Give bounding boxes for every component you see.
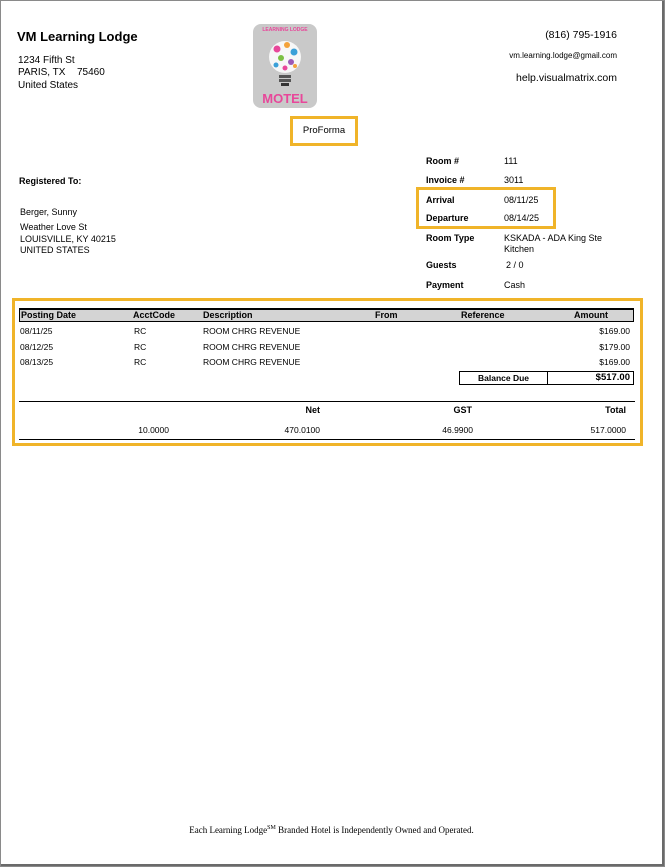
- col-description: Description: [203, 310, 253, 320]
- departure-date: 08/14/25: [504, 213, 540, 223]
- footer-disclaimer: [1, 825, 662, 835]
- table-row-code: RC: [134, 326, 147, 336]
- lightbulb-icon: [265, 35, 305, 91]
- room-type-label: Room Type: [426, 233, 475, 243]
- room-number-label: Room #: [426, 156, 460, 166]
- table-row-date: 08/12/25: [20, 342, 54, 352]
- guest-name: Berger, Sunny: [20, 207, 78, 217]
- summary-quantity: 10.0000: [138, 425, 169, 435]
- hotel-logo: [253, 24, 317, 108]
- hotel-city-state: PARIS, TX: [18, 67, 66, 78]
- table-header: [19, 308, 634, 322]
- table-row-code: RC: [134, 342, 147, 352]
- footer-text-post: Branded Hotel is Independently Owned and Operated.: [275, 825, 474, 835]
- balance-due-amount: $517.00: [595, 372, 630, 383]
- hotel-website: help.visualmatrix.com: [516, 72, 617, 84]
- table-row-amount: $169.00: [599, 357, 630, 367]
- room-type-cont: Kitchen: [504, 244, 535, 254]
- guest-street: Weather Love St: [20, 222, 87, 232]
- net-label: Net: [305, 405, 320, 415]
- table-row-amount: $179.00: [599, 342, 630, 352]
- document-type: ProForma: [302, 125, 346, 136]
- payment-method: Cash: [504, 280, 526, 290]
- hotel-country: United States: [18, 80, 79, 91]
- arrival-date: 08/11/25: [504, 195, 539, 205]
- table-row-date: 08/11/25: [20, 326, 53, 336]
- hotel-zip: 75460: [77, 67, 105, 78]
- room-number: 111: [504, 156, 518, 166]
- guest-country: UNITED STATES: [20, 245, 90, 255]
- col-posting-date: Posting Date: [21, 310, 77, 320]
- invoice-number-label: Invoice #: [426, 175, 465, 185]
- departure-label: Departure: [426, 213, 469, 223]
- invoice-number: 3011: [504, 175, 524, 185]
- service-mark: SM: [267, 825, 276, 831]
- hotel-name: VM Learning Lodge: [17, 29, 138, 44]
- col-from: From: [375, 310, 398, 320]
- hotel-phone: (816) 795-1916: [545, 29, 617, 41]
- payment-label: Payment: [426, 280, 464, 290]
- summary-gst: 46.9900: [442, 425, 473, 435]
- footer-text-pre: Each Learning Lodge: [189, 825, 268, 835]
- summary-total: 517.0000: [590, 425, 626, 435]
- registered-to-label: Registered To:: [19, 176, 82, 186]
- hotel-email: vm.learning.lodge@gmail.com: [509, 51, 617, 60]
- summary-divider-top: [19, 401, 635, 402]
- total-label: Total: [605, 405, 626, 415]
- summary-net: 470.0100: [284, 425, 320, 435]
- table-row-amount: $169.00: [599, 326, 630, 336]
- room-type: KSKADA - ADA King Ste: [504, 233, 603, 243]
- table-row-desc: ROOM CHRG REVENUE: [203, 342, 301, 352]
- table-row-desc: ROOM CHRG REVENUE: [203, 326, 301, 336]
- guests-count: 2 / 0: [506, 260, 524, 270]
- table-row-code: RC: [134, 357, 147, 367]
- guests-label: Guests: [426, 260, 457, 270]
- table-row-desc: ROOM CHRG REVENUE: [203, 357, 301, 367]
- logo-motel-text: MOTEL: [262, 91, 308, 106]
- col-reference: Reference: [461, 310, 505, 320]
- summary-divider-bottom: [19, 439, 635, 440]
- guest-city: LOUISVILLE, KY 40215: [20, 234, 116, 244]
- invoice-page: [1, 1, 664, 866]
- logo-top-text: LEARNING LODGE: [262, 27, 308, 33]
- table-row-date: 08/13/25: [20, 357, 54, 367]
- balance-due-label: Balance Due: [477, 373, 530, 383]
- gst-label: GST: [453, 405, 472, 415]
- col-acctcode: AcctCode: [133, 310, 176, 320]
- hotel-address: 1234 Fifth St: [18, 55, 75, 66]
- arrival-label: Arrival: [426, 195, 455, 205]
- col-amount: Amount: [574, 310, 608, 320]
